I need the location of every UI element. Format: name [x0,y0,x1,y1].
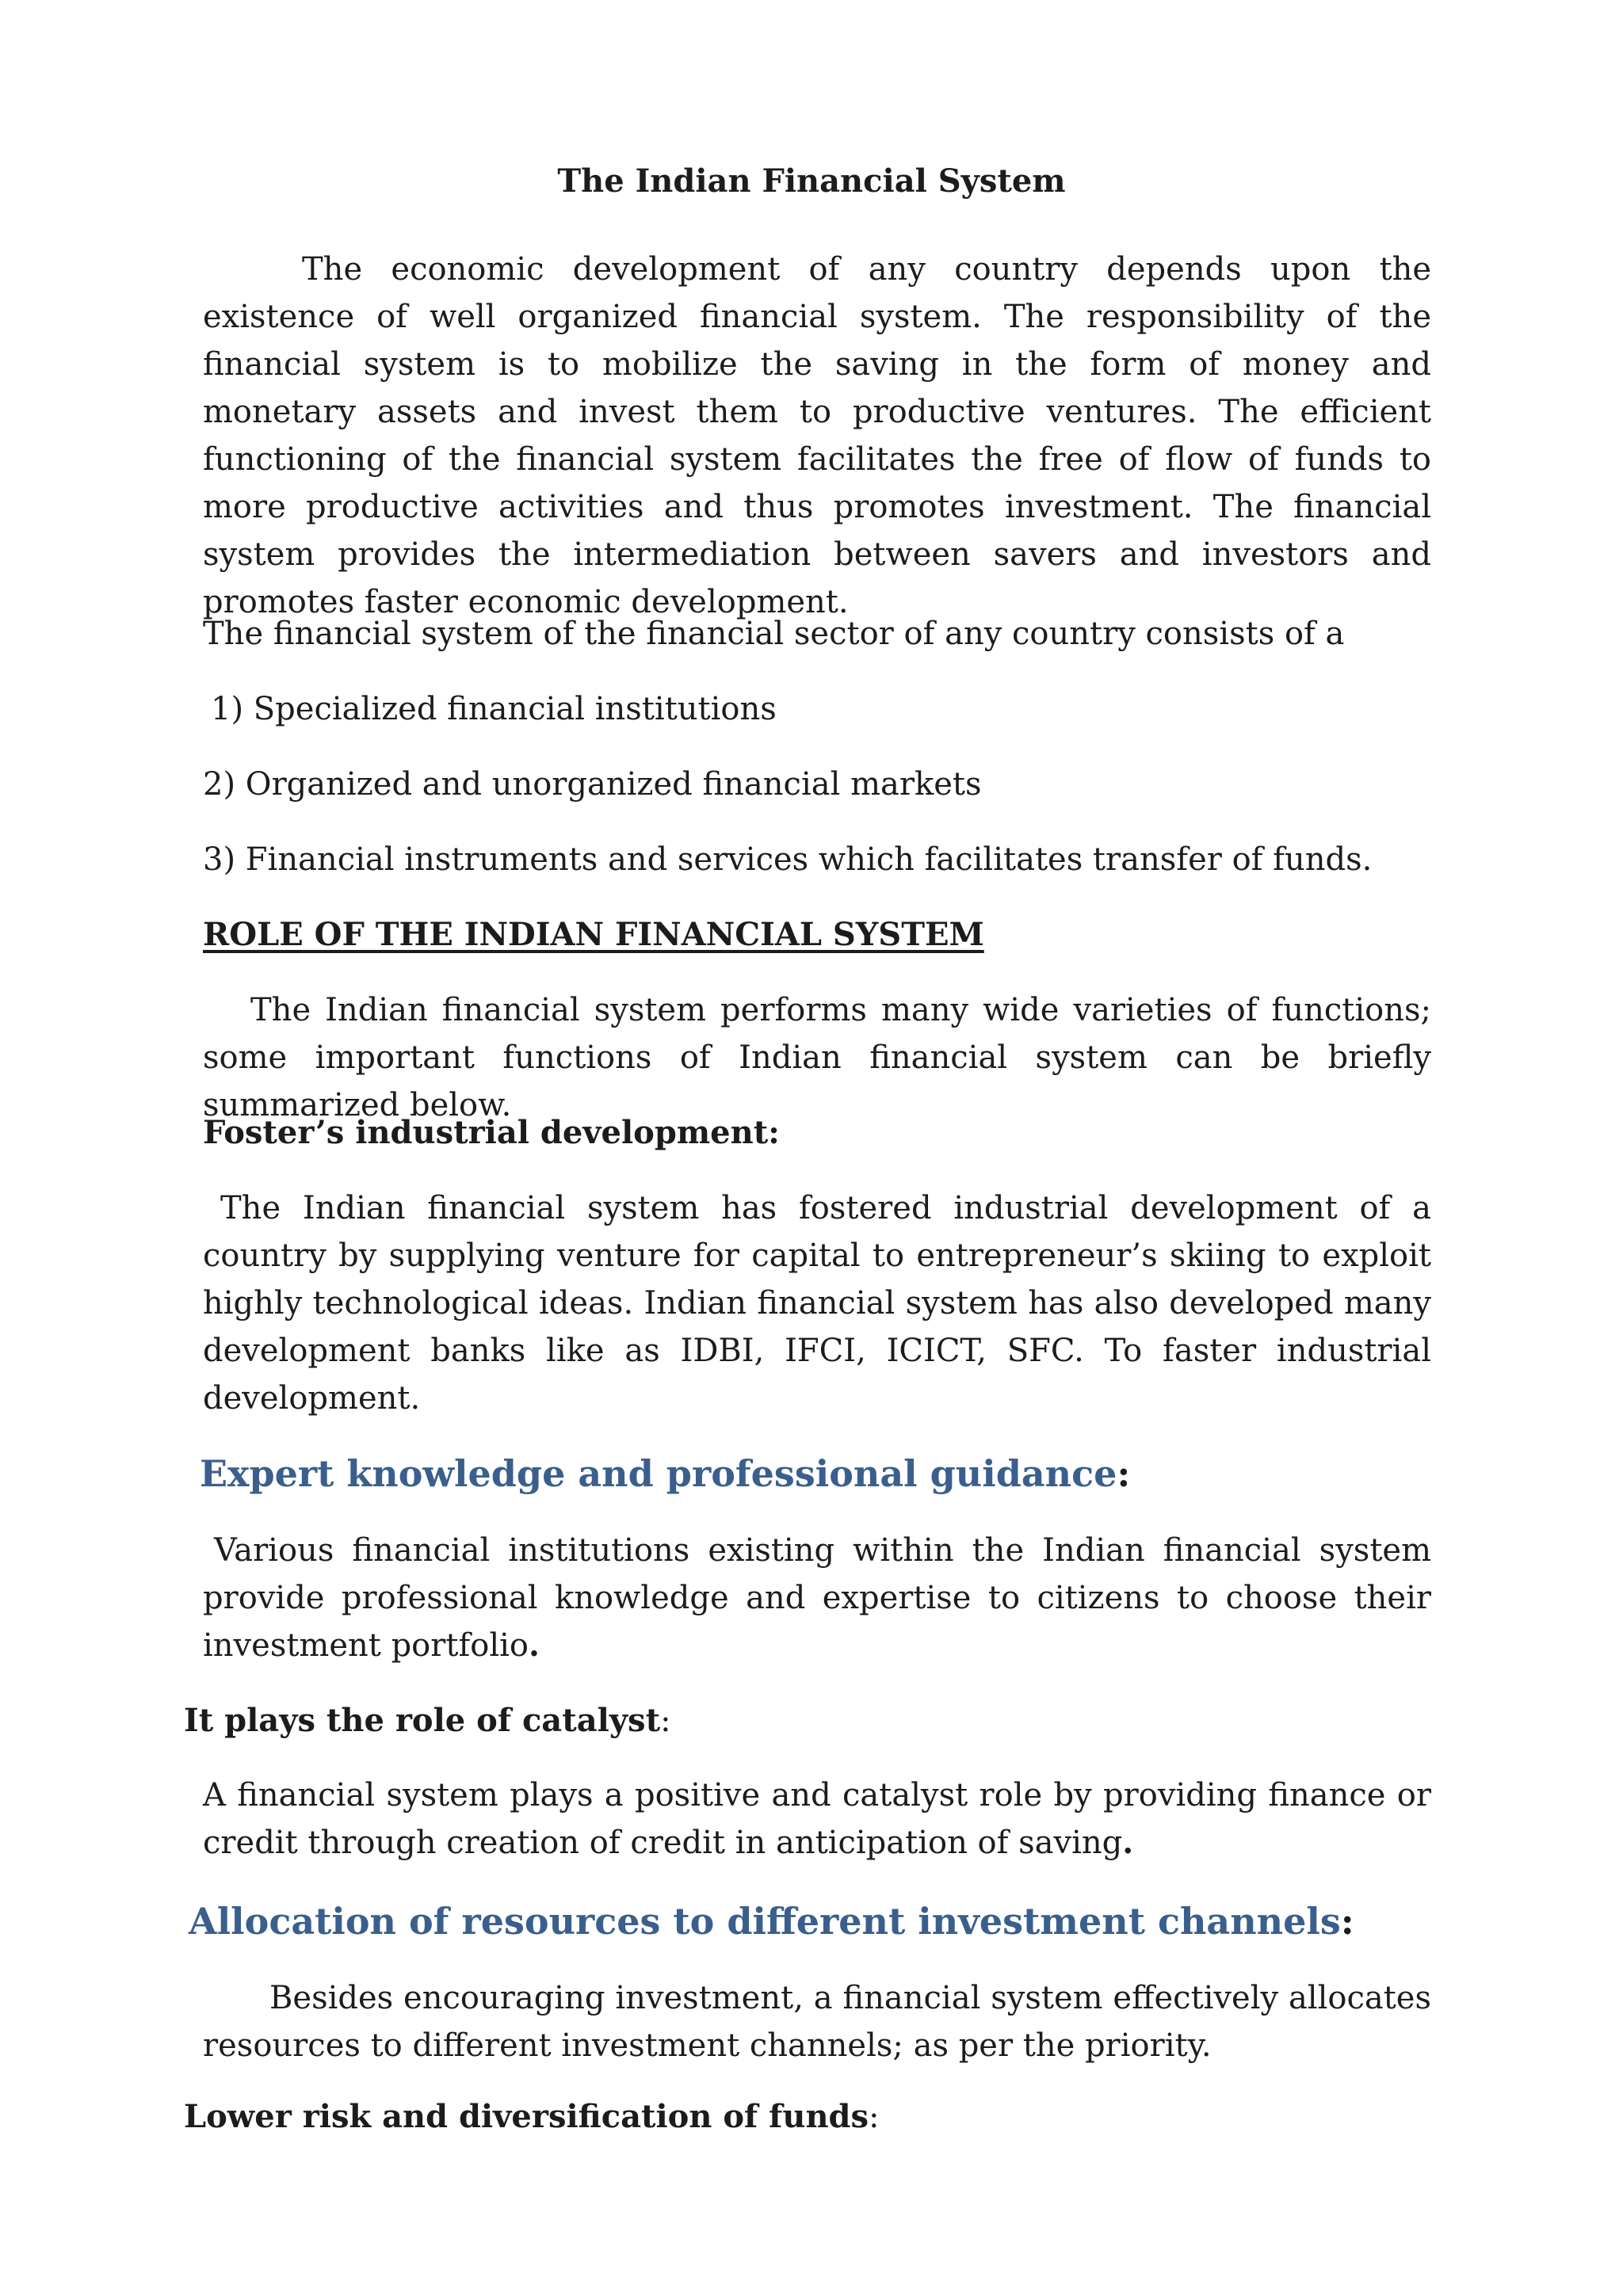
section-body-catalyst [203,1772,1431,1867]
body-end: . [1122,1824,1134,1861]
role-intro-paragraph: The Indian financial system performs many wide varieties of functions; some important functions of Indian financial system can be briefly summarized below. [203,992,1431,1123]
section-heading-industrial-development: Foster’s industrial development: [203,1114,780,1151]
heading-text: Lower risk and diversification of funds [184,2098,869,2135]
section-body-industrial-development: The Indian financial system has fostered industrial development of a country by supplying venture for capital to entrepreneur’s skiing to exploit highly technological ideas. Indian financial system has also developed many development banks like as IDBI, IFCI, ICICT, SFC. To faster industrial development. [203,1190,1431,1417]
section-heading-catalyst [184,1697,671,1745]
page-title: The Indian Financial System [557,162,1066,200]
heading-colon: : [660,1703,671,1739]
body-end: . [529,1627,540,1664]
section-heading-expert-knowledge [200,1450,1130,1497]
heading-colon: : [1340,1900,1354,1943]
component-item-3: 3) Financial instruments and services which facilitates transfer of funds. [203,841,1373,878]
section-body-expert-knowledge [203,1527,1431,1669]
body-text: A financial system plays a positive and catalyst role by providing finance or credit through creation of credit in anticipation of saving [203,1777,1431,1861]
heading-colon: : [1117,1452,1131,1495]
heading-text: It plays the role of catalyst [184,1702,661,1739]
component-item-2: 2) Organized and unorganized financial markets [203,766,982,803]
section-heading-allocation [189,1897,1354,1945]
intro-paragraph: The economic development of any country depends upon the existence of well organized financial system. The responsibility of the financial system is to mobilize the saving in the form of money and monetary assets and invest them to productive ventures. The efficient functioning of the financial system facilitates the free of flow of funds to more productive activities and thus promotes investment. The financial system provides the intermediation between savers and investors and promotes faster economic development. [203,251,1431,620]
section-body-allocation: Besides encouraging investment, a financial system effectively allocates resources to different investment channels; as per the priority. [203,1980,1431,2064]
heading-text: Allocation of resources to different investment channels [189,1900,1341,1943]
heading-text: Expert knowledge and professional guidance [200,1452,1117,1495]
consists-line: The financial system of the financial sector of any country consists of a [203,616,1345,652]
heading-colon: : [869,2099,880,2135]
role-heading: ROLE OF THE INDIAN FINANCIAL SYSTEM [203,916,984,953]
section-heading-lower-risk [184,2093,880,2141]
body-text: Various financial institutions existing within the Indian financial system provide professional knowledge and expertise to citizens to choose their investment portfolio [203,1532,1431,1664]
component-item-1: 1) Specialized financial institutions [211,691,777,727]
